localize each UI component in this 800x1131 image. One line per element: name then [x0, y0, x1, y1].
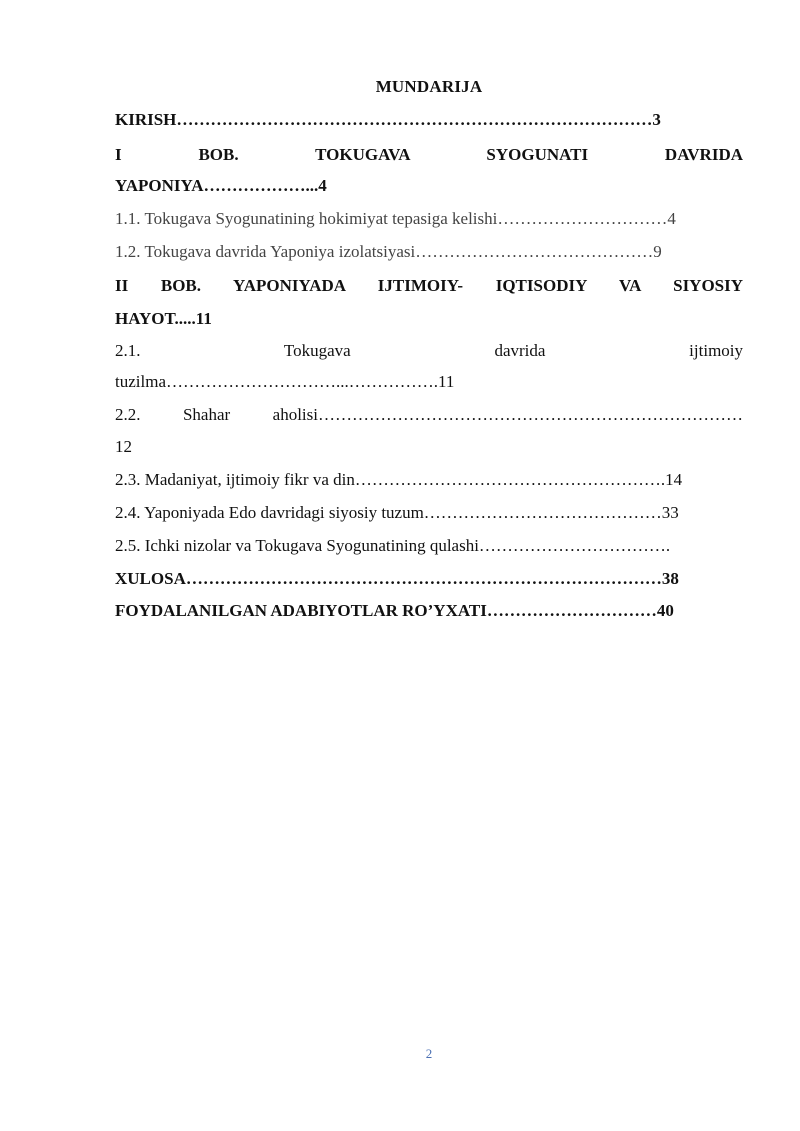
toc-word: davrida — [494, 341, 546, 360]
toc-word: SYOGUNATI — [486, 145, 589, 164]
toc-entry-label: 2.5. Ichki nizolar va Tokugava Syogunatining qulashi……………………………. — [115, 536, 671, 555]
toc-entry-label: 2.4. Yaponiyada Edo davridagi siyosiy tuzum……………………………………33 — [115, 503, 679, 522]
page-title: MUNDARIJA — [375, 77, 483, 96]
toc-entry-section-2-4[interactable] — [115, 500, 743, 526]
toc-entry-section-1-1[interactable] — [115, 206, 743, 232]
toc-entry-label: 1.2. Tokugava davrida Yaponiya izolatsiyasi……………………………………9 — [115, 242, 662, 261]
toc-word: BOB. — [198, 145, 239, 164]
toc-entry-label: 1.1. Tokugava Syogunatining hokimiyat tepasiga kelishi…………………………4 — [115, 209, 676, 228]
toc-entry-chapter-2[interactable] — [115, 273, 743, 299]
toc-entry-label: YAPONIYA………………...4 — [115, 176, 327, 195]
toc-word: Shahar — [182, 405, 231, 424]
toc-entry-label: XULOSA…………………………………………………………………………38 — [115, 569, 679, 588]
toc-word: SIYOSIY — [673, 276, 744, 295]
toc-entry-section-1-2[interactable] — [115, 239, 743, 265]
toc-entry-section-2-3[interactable] — [115, 467, 743, 493]
toc-entry-section-2-1-continued[interactable] — [115, 369, 743, 395]
toc-entry-section-2-2-continued[interactable] — [115, 434, 743, 460]
toc-word: IQTISODIY — [495, 276, 587, 295]
toc-entry-chapter-1[interactable] — [115, 142, 743, 168]
toc-word: TOKUGAVA — [315, 145, 410, 164]
toc-word: 2.1. — [115, 341, 141, 360]
toc-word: I — [115, 145, 122, 164]
page-number: 2 — [425, 1046, 433, 1061]
toc-word: II — [115, 276, 129, 295]
toc-word: BOB. — [160, 276, 202, 295]
toc-word: YAPONIYADA — [233, 276, 346, 295]
toc-word: ijtimoiy — [689, 341, 744, 360]
toc-entry-chapter-1-continued[interactable] — [115, 173, 743, 199]
toc-word: DAVRIDA — [664, 145, 744, 164]
toc-word: VA — [619, 276, 641, 295]
toc-entry-label: tuzilma…………………………...…………….11 — [115, 372, 455, 391]
toc-word: Tokugava — [283, 341, 351, 360]
toc-word: 2.2. — [115, 405, 141, 424]
toc-entry-intro[interactable] — [115, 107, 743, 133]
toc-entry-label: 12 — [115, 437, 132, 456]
toc-entry-section-2-1[interactable] — [115, 338, 743, 364]
toc-word: aholisi………………………………………………………………… — [272, 405, 743, 424]
toc-entry-label: KIRISH…………………………………………………………………………3 — [115, 110, 661, 129]
toc-word: IJTIMOIY- — [377, 276, 464, 295]
toc-entry-section-2-5[interactable] — [115, 533, 743, 559]
toc-entry-references[interactable] — [115, 598, 743, 624]
toc-entry-label: 2.3. Madaniyat, ijtimoiy fikr va din……………………………………………….14 — [115, 470, 683, 489]
toc-entry-chapter-2-continued[interactable] — [115, 306, 743, 332]
toc-entry-section-2-2[interactable] — [115, 402, 743, 428]
toc-entry-label: FOYDALANILGAN ADABIYOTLAR RO’YXATI…………………………40 — [115, 601, 674, 620]
toc-entry-conclusion[interactable] — [115, 566, 743, 592]
toc-entry-label: HAYOT.....11 — [115, 309, 212, 328]
